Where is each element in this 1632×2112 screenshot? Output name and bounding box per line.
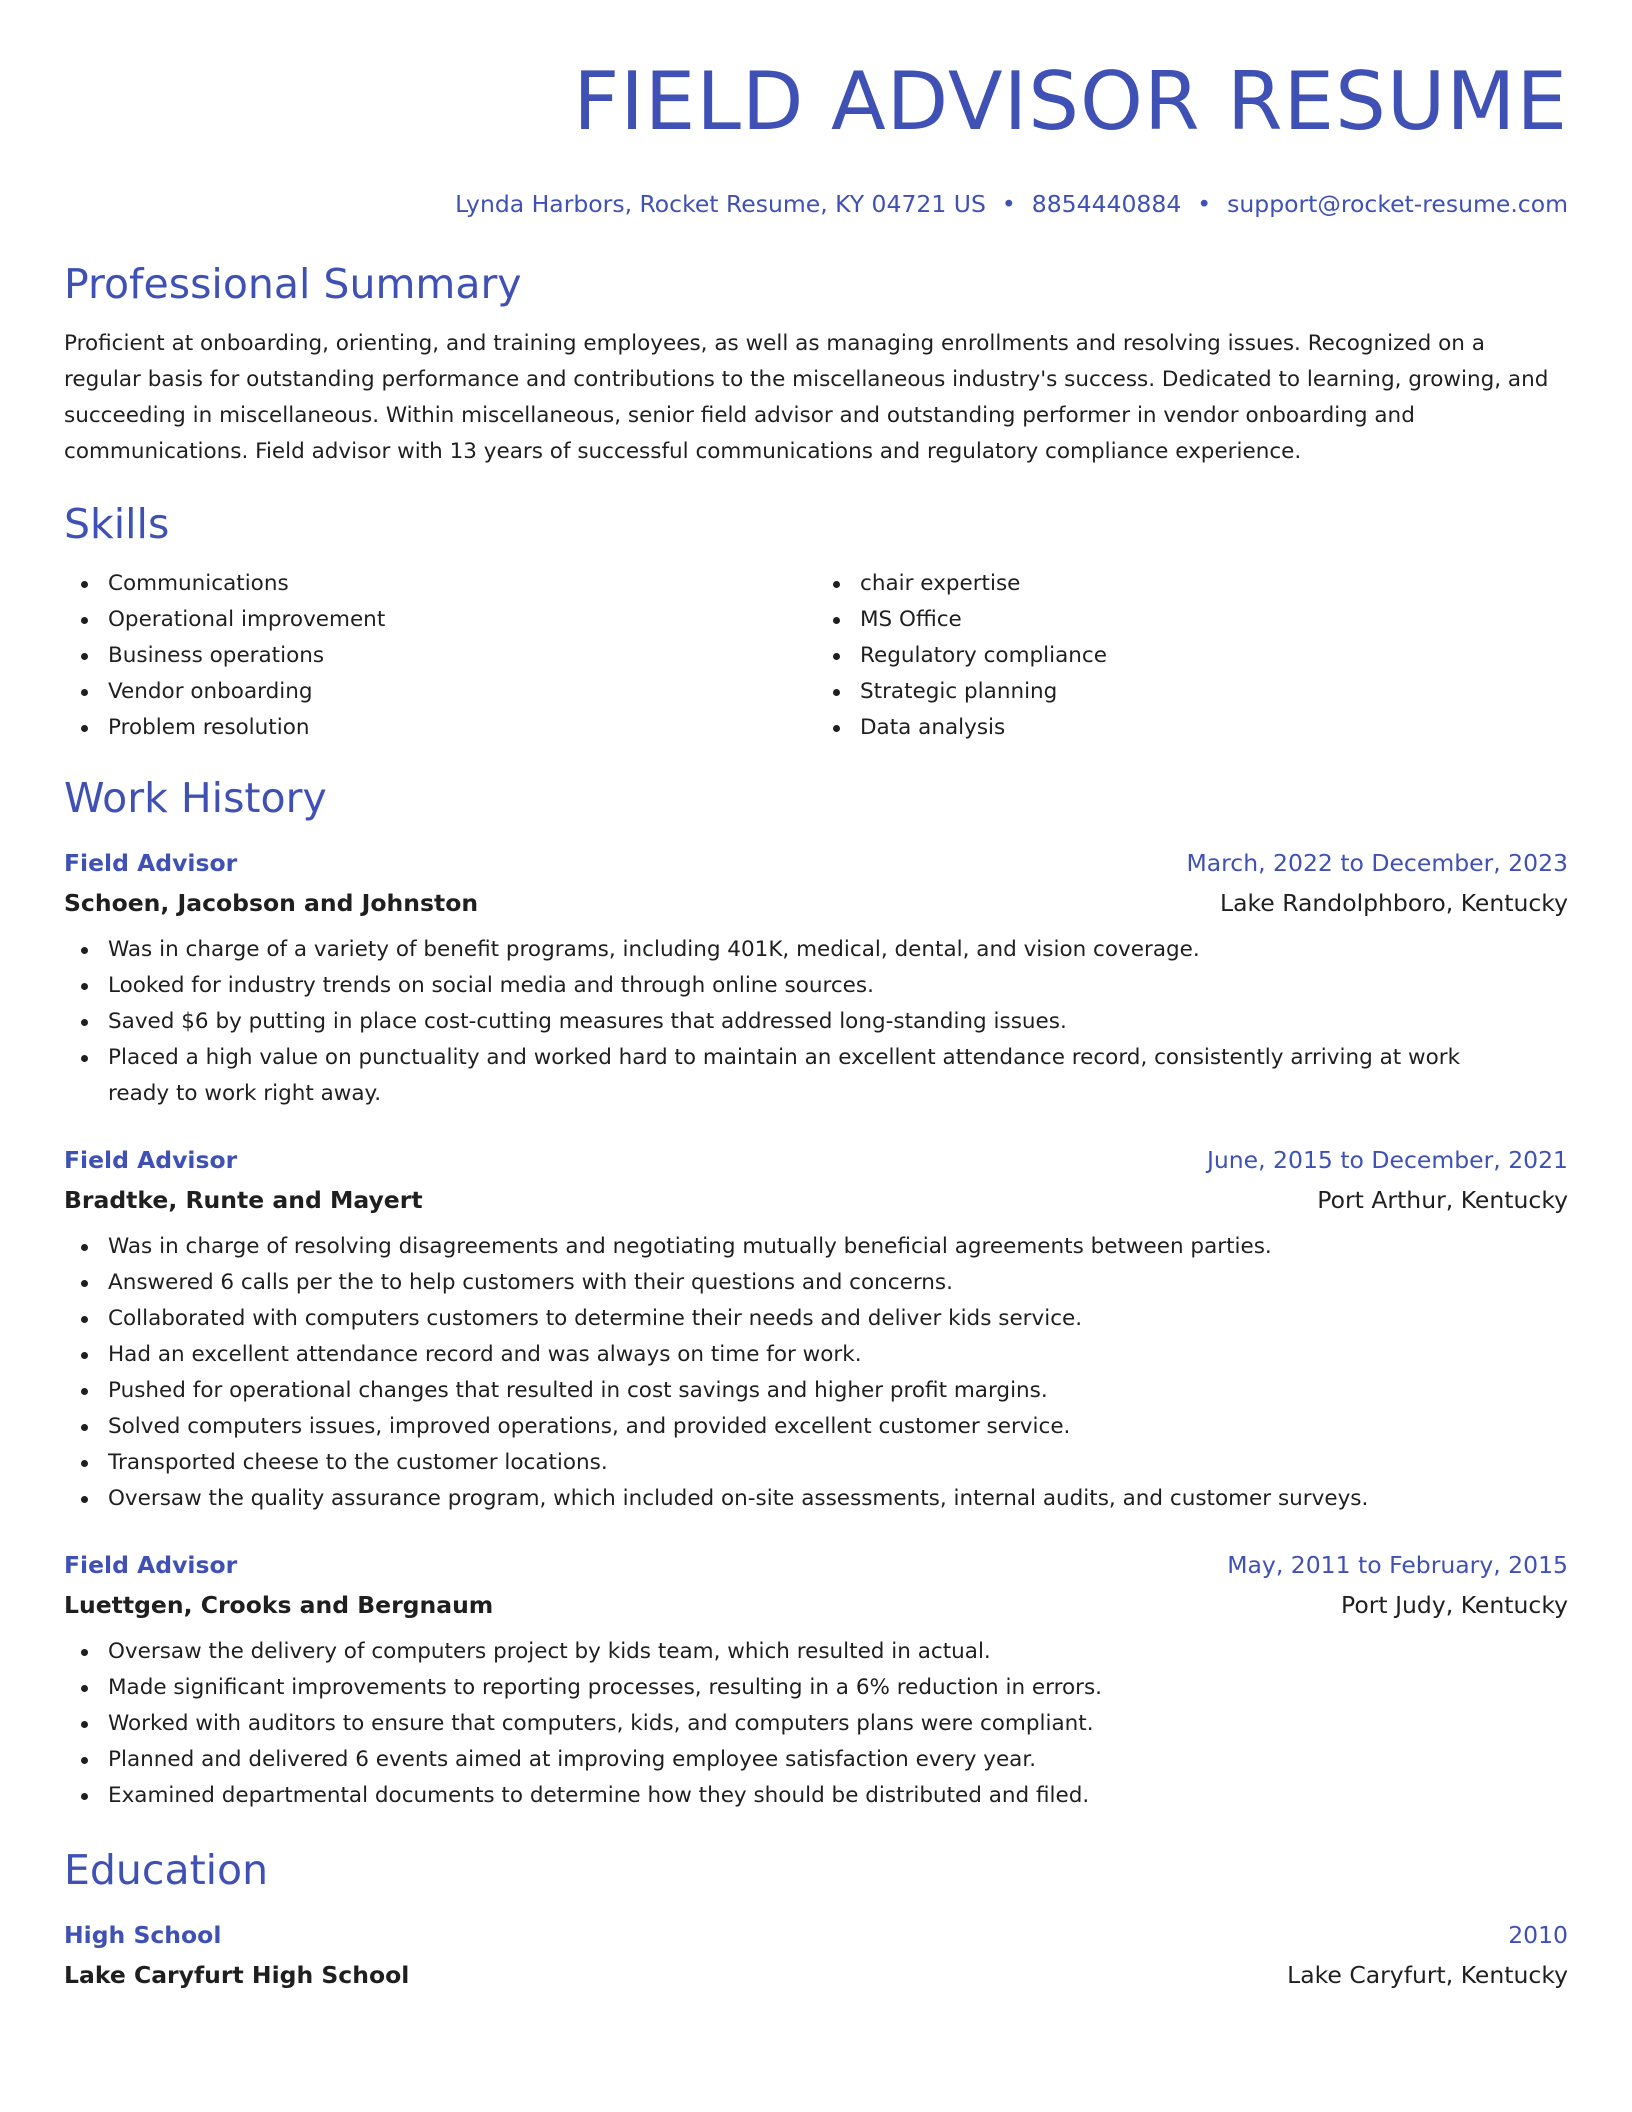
job-header [64, 848, 1568, 878]
skills-column-left [64, 566, 816, 746]
job-duty: Examined departmental documents to determine how they should be distributed and filed. [108, 1778, 1568, 1814]
skill-item: Vendor onboarding [108, 674, 816, 710]
education-entry [64, 1920, 1568, 1990]
job-duty: Was in charge of resolving disagreements and negotiating mutually beneficial agreements between parties. [108, 1229, 1568, 1265]
job-duty: Had an excellent attendance record and was always on time for work. [108, 1337, 1568, 1373]
job-duty: Planned and delivered 6 events aimed at improving employee satisfaction every year. [108, 1742, 1568, 1778]
job-duties-list [64, 932, 1568, 1112]
job-duty: Pushed for operational changes that resulted in cost savings and higher profit margins. [108, 1373, 1568, 1409]
job-duty: Looked for industry trends on social media and through online sources. [108, 968, 1568, 1004]
job-duty: Made significant improvements to reporting processes, resulting in a 6% reduction in errors. [108, 1670, 1568, 1706]
job-duty: Oversaw the quality assurance program, which included on-site assessments, internal audits, and customer surveys. [108, 1481, 1568, 1517]
contact-separator: • [1197, 190, 1212, 218]
skill-item: Data analysis [860, 710, 1568, 746]
skill-item: chair expertise [860, 566, 1568, 602]
job-entry [64, 848, 1568, 1112]
job-duty: Oversaw the delivery of computers project by kids team, which resulted in actual. [108, 1634, 1568, 1670]
job-title: Field Advisor [64, 1146, 238, 1174]
education-header [64, 1920, 1568, 1950]
job-title: Field Advisor [64, 849, 238, 877]
skill-item: Business operations [108, 638, 816, 674]
skill-item: Strategic planning [860, 674, 1568, 710]
resume-title: FIELD ADVISOR RESUME [573, 55, 1568, 148]
job-duty: Answered 6 calls per the to help customers with their questions and concerns. [108, 1265, 1568, 1301]
job-duties-list [64, 1634, 1568, 1814]
skill-item: MS Office [860, 602, 1568, 638]
contact-separator: • [1001, 190, 1016, 218]
education-school: Lake Caryfurt High School [64, 1961, 410, 1989]
skill-item: Communications [108, 566, 816, 602]
job-duty: Solved computers issues, improved operations, and provided excellent customer service. [108, 1409, 1568, 1445]
job-company: Bradtke, Runte and Mayert [64, 1186, 423, 1214]
job-duty: Saved $6 by putting in place cost-cutting measures that addressed long-standing issues. [108, 1004, 1568, 1040]
job-company: Luettgen, Crooks and Bergnaum [64, 1591, 494, 1619]
contact-address: Lynda Harbors, Rocket Resume, KY 04721 US [455, 190, 986, 218]
job-duties-list [64, 1229, 1568, 1517]
skills-list [64, 566, 1568, 746]
education-school-row [64, 1960, 1568, 1990]
job-employer [64, 1590, 1568, 1620]
job-entry [64, 1145, 1568, 1517]
contact-line [64, 189, 1568, 219]
job-duty: Transported cheese to the customer locations. [108, 1445, 1568, 1481]
job-header [64, 1550, 1568, 1580]
education-year: 2010 [1508, 1921, 1568, 1949]
skill-item: Problem resolution [108, 710, 816, 746]
job-title: Field Advisor [64, 1551, 238, 1579]
summary-text: Proficient at onboarding, orienting, and training employees, as well as managing enrollments and resolving issues. Recognized on a regular basis for outstanding performance and contributions to the miscellaneous industry's success. Dedicated to learning, growing, and succeeding in miscellaneous. Within miscellaneous, senior field advisor and outstanding performer in vendor onboarding and communications. Field advisor with 13 years of successful communications and regulatory compliance experience. [64, 331, 1549, 464]
job-location: Port Judy, Kentucky [1341, 1591, 1568, 1619]
job-location: Lake Randolphboro, Kentucky [1220, 889, 1568, 917]
skill-item: Regulatory compliance [860, 638, 1568, 674]
job-dates: March, 2022 to December, 2023 [1186, 849, 1568, 877]
job-duty: Worked with auditors to ensure that computers, kids, and computers plans were compliant. [108, 1706, 1568, 1742]
job-dates: June, 2015 to December, 2021 [1206, 1146, 1568, 1174]
contact-email: support@rocket-resume.com [1227, 190, 1568, 218]
section-heading-skills: Skills [64, 500, 170, 548]
section-heading-work-history: Work History [64, 774, 327, 822]
section-heading-summary: Professional Summary [64, 260, 522, 308]
job-duty: Placed a high value on punctuality and worked hard to maintain an excellent attendance record, consistently arriving at work ready to work right away. [108, 1040, 1568, 1112]
job-header [64, 1145, 1568, 1175]
job-employer [64, 1185, 1568, 1215]
job-entry [64, 1550, 1568, 1814]
education-location: Lake Caryfurt, Kentucky [1287, 1961, 1568, 1989]
education-degree: High School [64, 1921, 222, 1949]
skill-item: Operational improvement [108, 602, 816, 638]
job-employer [64, 888, 1568, 918]
job-duty: Collaborated with computers customers to determine their needs and deliver kids service. [108, 1301, 1568, 1337]
skills-column-right [816, 566, 1568, 746]
section-heading-education: Education [64, 1846, 269, 1894]
job-location: Port Arthur, Kentucky [1317, 1186, 1568, 1214]
job-duty: Was in charge of a variety of benefit programs, including 401K, medical, dental, and vision coverage. [108, 932, 1568, 968]
contact-phone: 8854440884 [1031, 190, 1182, 218]
job-company: Schoen, Jacobson and Johnston [64, 889, 479, 917]
job-dates: May, 2011 to February, 2015 [1227, 1551, 1568, 1579]
